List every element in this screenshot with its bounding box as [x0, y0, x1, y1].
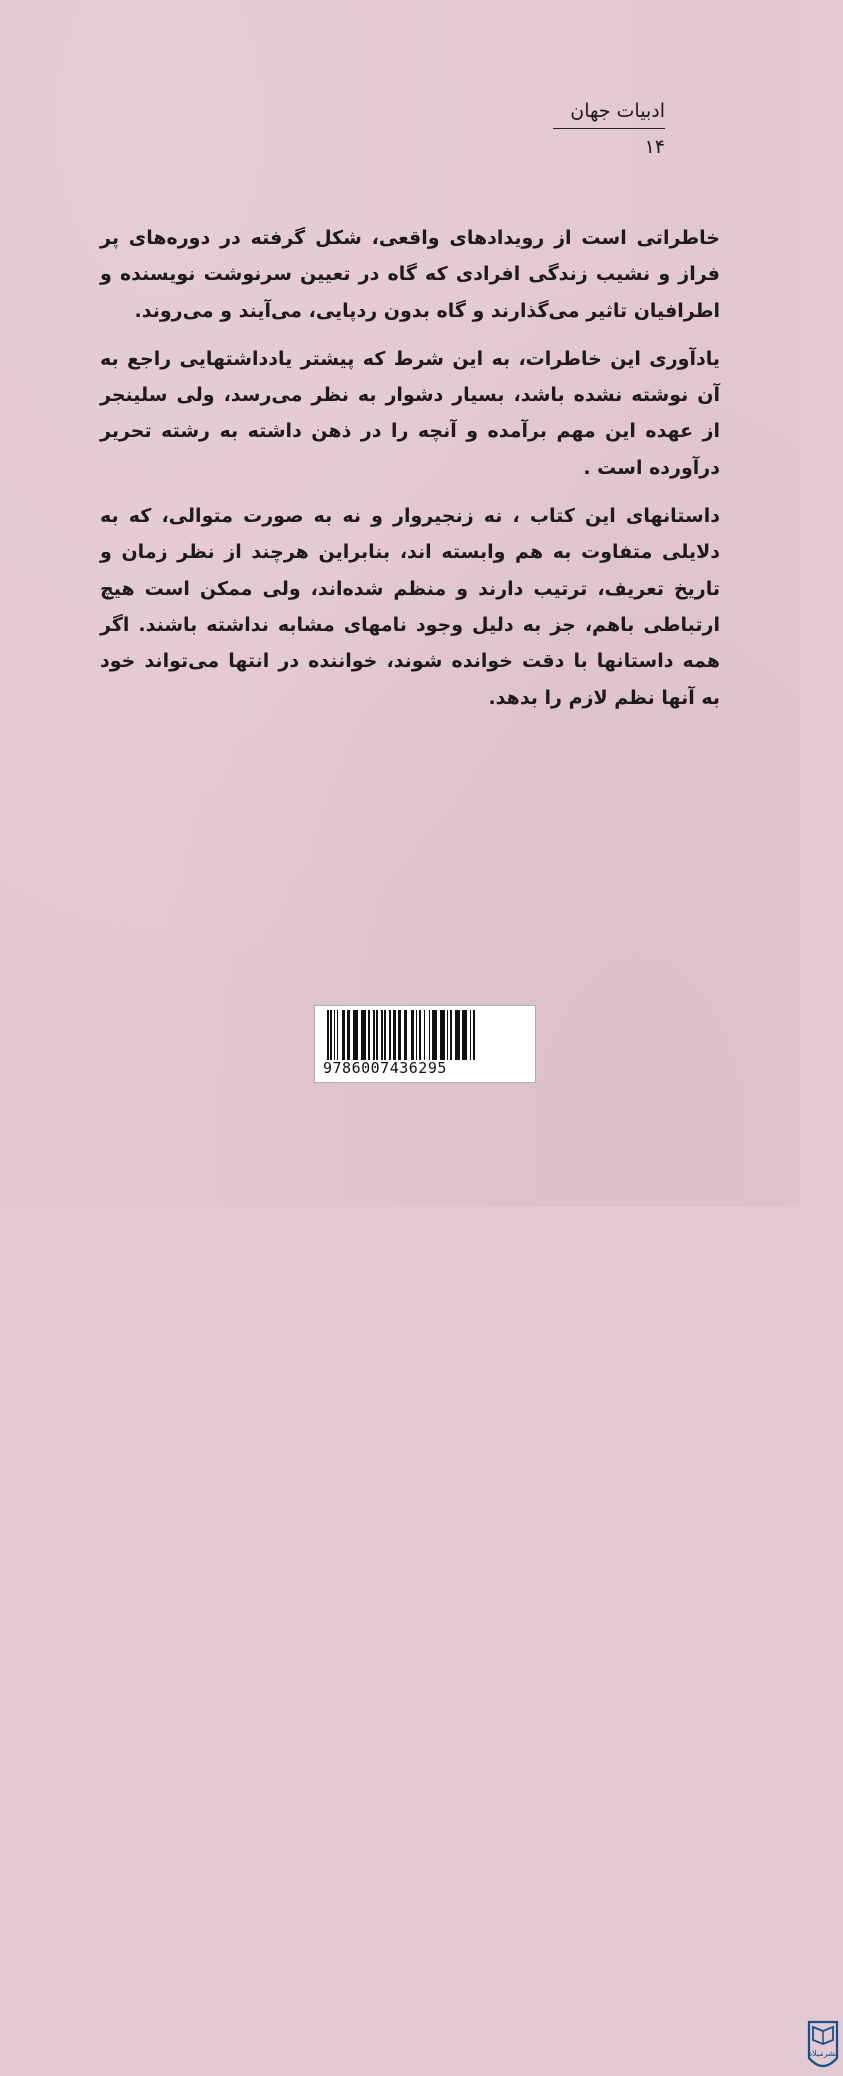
blurb-paragraph: خاطراتی است از رویدادهای واقعی، شکل گرفته در دوره‌های پر فراز و نشیب زندگی افرادی که گاه در تعیین سرنوشت نویسنده و اطرافیان تاثیر می‌گذارند و گاه بدون ردپایی، می‌آیند و می‌روند. [100, 227, 720, 322]
barcode-label [314, 1005, 838, 2058]
blurb-text [100, 220, 720, 728]
blurb-paragraph: داستانهای این کتاب ، نه زنجیروار و نه به صورت متوالی، که به دلایلی متفاوت به هم وابسته اند، بنابراین هرچند از نظر زمان و تاریخ تعریف، ترتیب دارند و منظم شده‌اند، ولی ممکن است هیچ ارتباطی باهم، جز به دلیل وجود نامهای مشابه نداشته باشند. اگر همه داستانها با دقت خوانده شوند، خواننده در انتها می‌تواند خود به آنها نظم لازم را بدهد. [100, 505, 720, 709]
barcode-bars [327, 1010, 477, 1060]
series-name: ادبیات جهان [570, 100, 665, 122]
series-header [545, 98, 665, 159]
publisher-book-seal-icon [803, 2018, 843, 2076]
barcode-bar [475, 1010, 477, 1060]
series-number: ۱۴ [644, 136, 665, 158]
series-divider [553, 128, 665, 129]
publisher-logo-text: نشرمیلاد [808, 2049, 838, 2058]
isbn-number: 9786007436295 [323, 1059, 447, 1077]
blurb-paragraph: یادآوری این خاطرات، به این شرط که پیشتر یادداشتهایی راجع به آن نوشته نشده باشد، بسیار دشوار به نظر می‌رسد، ولی سلینجر از عهده این مهم برآمده و آنچه را در ذهن داشته به رشته تحریر درآورده است . [100, 347, 720, 479]
